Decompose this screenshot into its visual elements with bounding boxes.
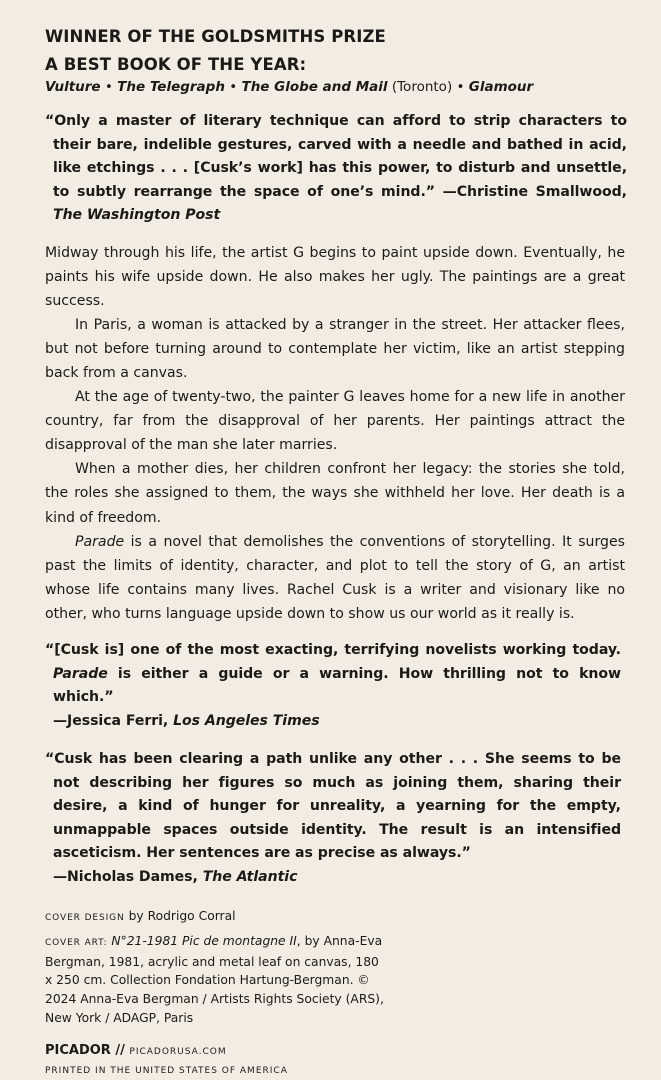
blurb-la-times [45, 639, 621, 733]
pub-globe-and-mail: The Globe and Mail [241, 79, 388, 95]
blurb-washington-post [45, 110, 627, 228]
artwork-title: N°21-1981 Pic de montagne II [107, 933, 297, 948]
printed-in: PRINTED IN THE UNITED STATES OF AMERICA [45, 1065, 288, 1076]
book-title: Parade [75, 533, 125, 550]
pub-separator: • [224, 79, 242, 95]
credits [45, 907, 385, 1028]
publications-list [45, 77, 621, 97]
blurb-attribution [53, 710, 621, 734]
blurb-text: “Cusk has been clearing a path unlike any other . . . She seems to be not describing her figures so much as joining them, sharing their desire, a kind of hunger for unreality, a yearning for the empty, unmappable spaces outside identity. The result is an intensified asceticism. Her sentences are as precise as always.” [45, 751, 621, 861]
best-book-heading: A BEST BOOK OF THE YEAR: [45, 55, 307, 74]
blurb-atlantic [45, 748, 621, 889]
pub-vulture: Vulture [45, 79, 101, 95]
description-text: is a novel that demolishes the conventions of storytelling. It surges past the limits of identity, character, and plot to tell the story of G, an artist whose life contains many lives. Rachel Cusk is a writer and visionary like no other, who turns language upside down to show us our world as it really is. [45, 533, 625, 622]
blurb-text: is either a guide or a warning. How thrilling not to know which.” [53, 665, 621, 705]
pub-separator: • [100, 79, 118, 95]
publisher-line [45, 1042, 621, 1061]
description-paragraph [45, 530, 625, 626]
blurb-source: The Washington Post [53, 207, 221, 223]
credit-text: by Rodrigo Corral [124, 909, 236, 923]
blurb-author: —Nicholas Dames, [53, 868, 203, 885]
blurb-text: “[Cusk is] one of the most exacting, terrifying novelists working today. [45, 642, 621, 658]
description-paragraph: When a mother dies, her children confront her legacy: the stories she told, the roles she assigned to them, the ways she withheld her love. Her death is a kind of freedom. [45, 461, 625, 526]
blurb-source: Los Angeles Times [173, 712, 320, 729]
description [45, 241, 625, 627]
credit-label: COVER DESIGN [45, 913, 125, 923]
pub-separator: • [456, 79, 469, 95]
blurb-author: —Jessica Ferri, [53, 712, 174, 729]
credit-label: COVER ART: [45, 937, 108, 948]
pub-glamour: Glamour [468, 79, 534, 95]
publisher-separator: // [110, 1042, 130, 1058]
book-title: Parade [53, 665, 108, 682]
publisher-name: PICADOR [45, 1042, 111, 1058]
description-paragraph: Midway through his life, the artist G begins to paint upside down. Eventually, he paints his wife upside down. He also makes her ugly. The paintings are a great success. [45, 244, 625, 309]
pub-telegraph: The Telegraph [117, 79, 225, 95]
pub-note: (Toronto) [387, 79, 457, 95]
publisher-url: PICADORUSA.COM [129, 1046, 227, 1057]
cover-design-credit [45, 907, 385, 928]
cover-art-credit [45, 932, 385, 1028]
credit-text: , by Anna-Eva Bergman, 1981, acrylic and metal leaf on canvas, 180 x 250 cm. Collection Fondation Hartung-Bergman. © 2024 Anna-Eva Bergman / Artists Rights Society (ARS), New York / ADAGP, Paris [45, 933, 384, 1025]
blurb-attribution [53, 866, 621, 890]
prize-heading: WINNER OF THE GOLDSMITHS PRIZE [45, 27, 386, 46]
blurb-source: The Atlantic [202, 868, 298, 885]
description-paragraph: In Paris, a woman is attacked by a stranger in the street. Her attacker flees, but not before turning around to contemplate her victim, like an artist stepping back from a canvas. [45, 316, 625, 381]
description-paragraph: At the age of twenty-two, the painter G leaves home for a new life in another country, far from the disapproval of her parents. Her paintings attract the disapproval of the man she later marries. [45, 389, 625, 454]
blurb-text: “Only a master of literary technique can afford to strip characters to their bare, indelible gestures, carved with a needle and bathed in acid, like etchings . . . [Cusk’s work] has this power, to disturb and unsettle, to subtly rearrange the space of one’s mind.” —Christine Smallwood, [45, 113, 627, 200]
